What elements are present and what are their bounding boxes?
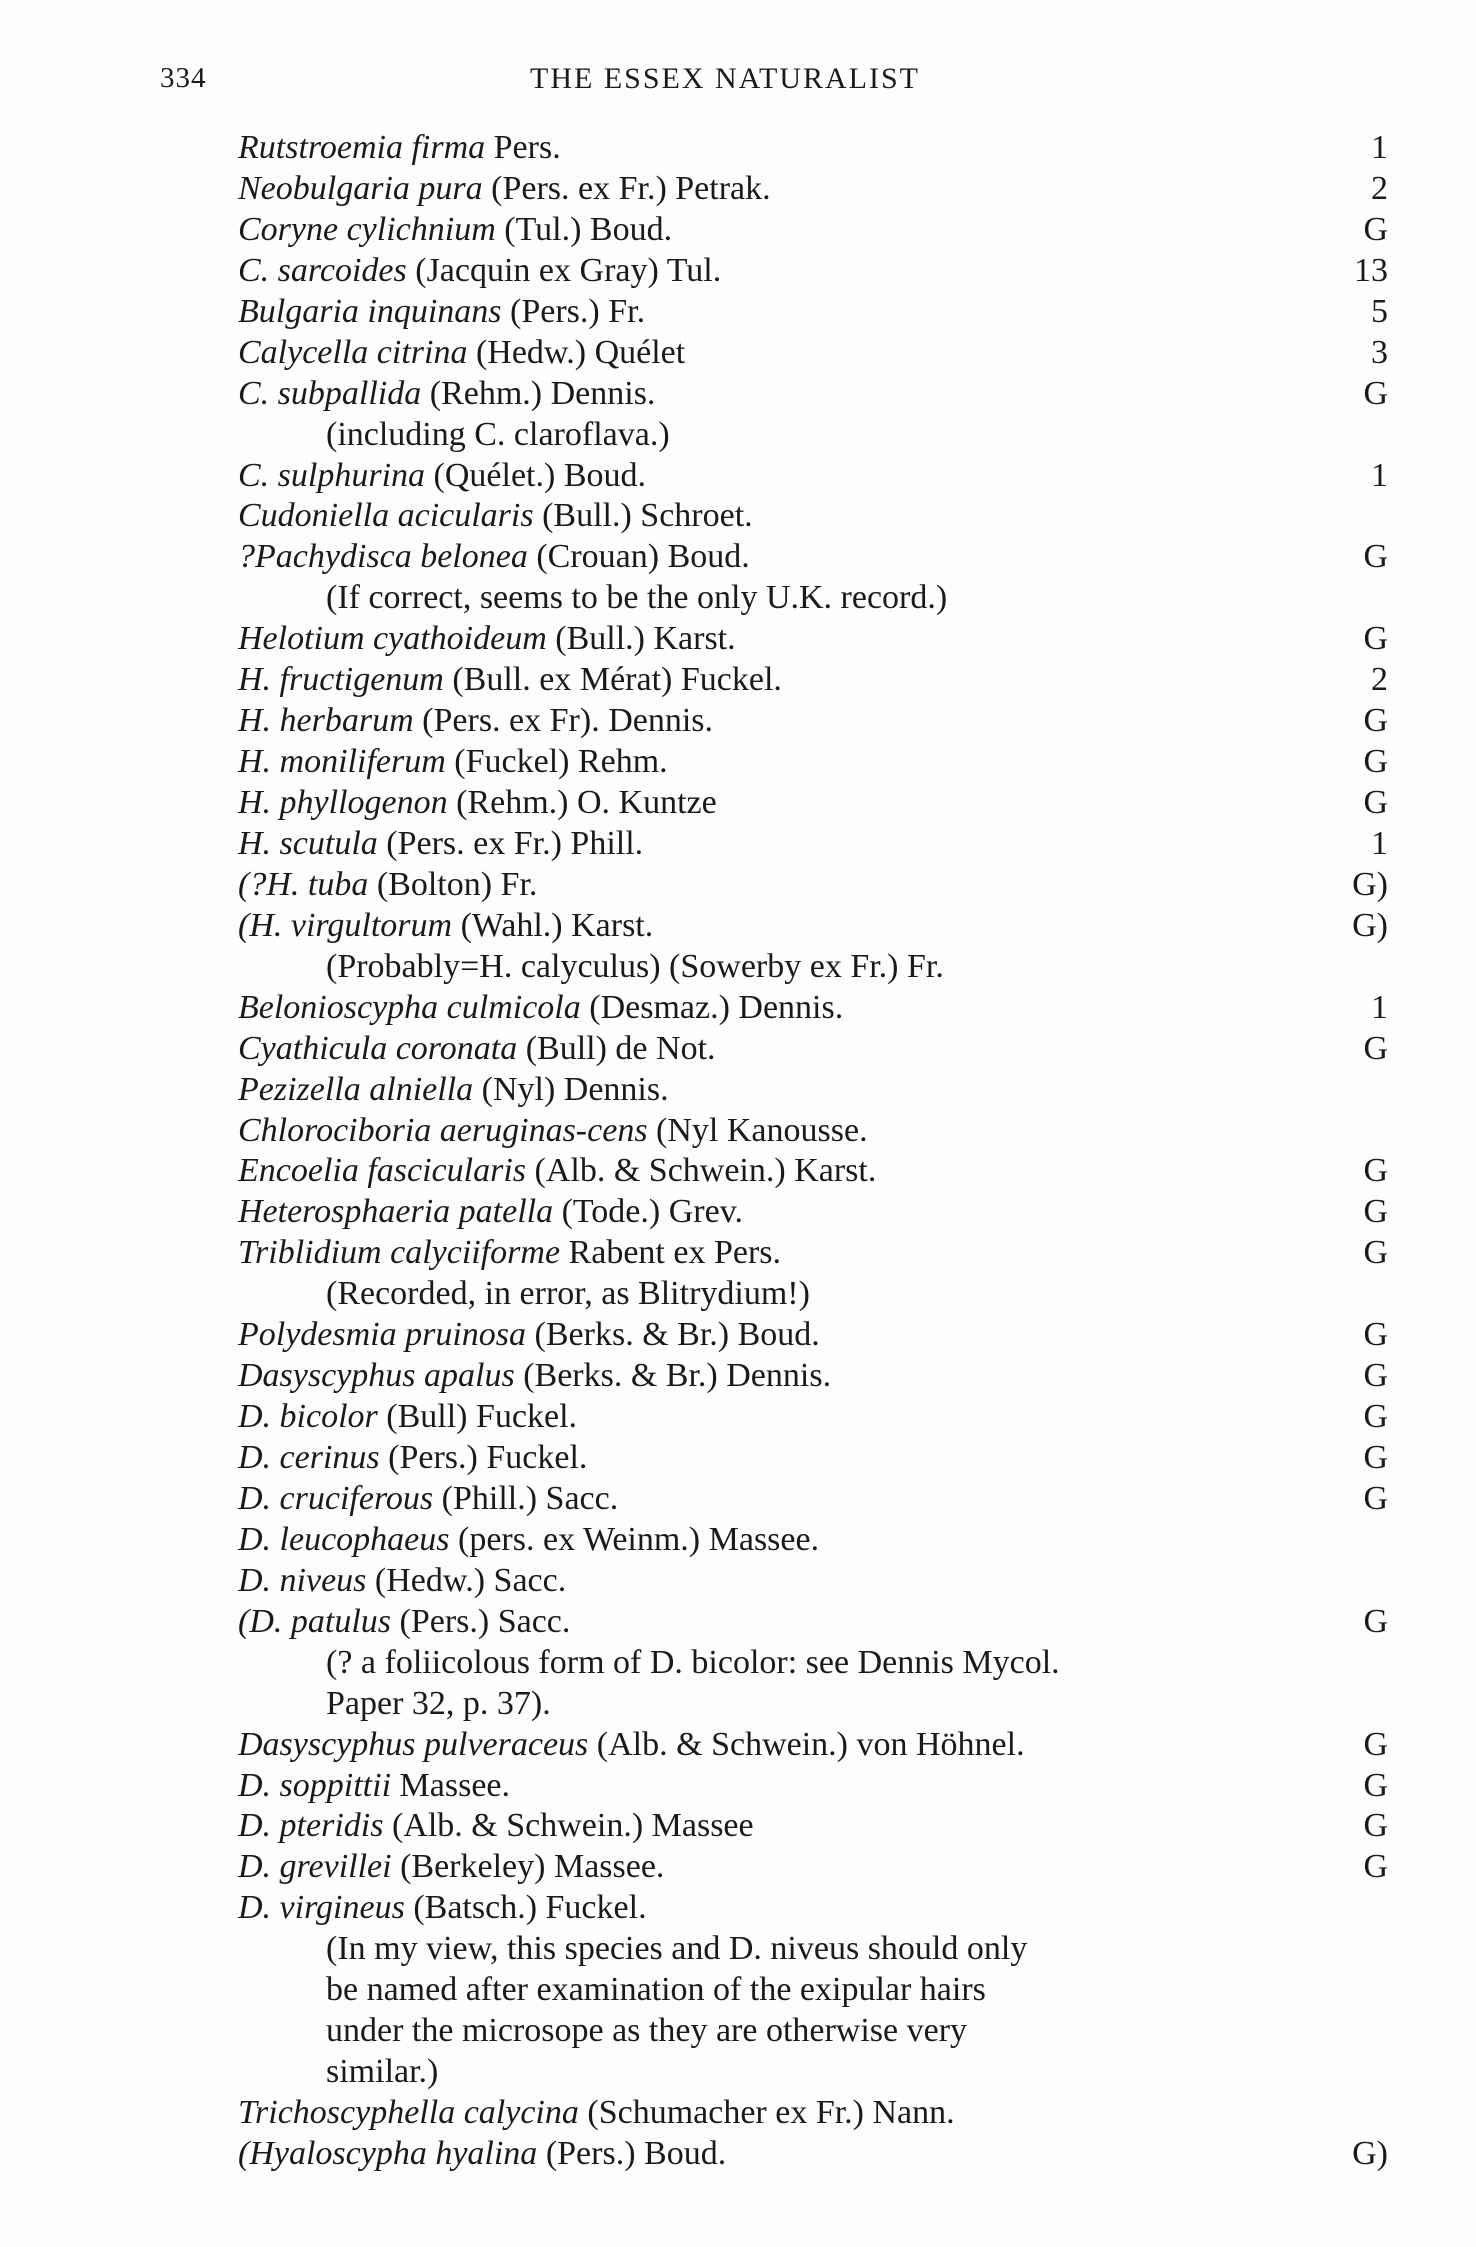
species-name: H. scutula [238, 824, 378, 862]
note-text: be named after examination of the exipular hairs [326, 1971, 986, 2009]
species-author: (Alb. & Schwein.) von Höhnel. [588, 1725, 1025, 1763]
record-code: 1 [1371, 824, 1388, 862]
note-line [238, 2052, 1388, 2093]
note-text: (Recorded, in error, as Blitrydium!) [326, 1275, 810, 1313]
record-code: 1 [1371, 456, 1388, 494]
note-text: (Probably=H. calyculus) (Sowerby ex Fr.) Fr. [326, 947, 944, 985]
species-author: (Alb. & Schwein.) Karst. [526, 1152, 877, 1190]
species-name: D. virgineus [238, 1889, 405, 1927]
species-entry [238, 2093, 1388, 2134]
species-name: H. moniliferum [238, 743, 446, 781]
species-entry [238, 333, 1388, 374]
species-name: Pezizella alniella [238, 1070, 474, 1108]
record-code: G [1363, 784, 1388, 821]
species-entry [238, 374, 1388, 415]
species-name: Dasyscyphus pulveraceus [238, 1725, 589, 1763]
species-name: Belonioscypha culmicola [238, 988, 581, 1026]
species-author: (Nyl Kanousse. [647, 1111, 868, 1149]
species-author: (Batsch.) Fuckel. [404, 1889, 647, 1927]
species-entry [238, 1151, 1388, 1192]
record-code: G [1363, 538, 1388, 576]
species-author: (Alb. & Schwein.) Massee [383, 1807, 754, 1845]
species-author: (Pers. ex Fr.) Phill. [377, 824, 644, 862]
species-name: D. niveus [238, 1561, 367, 1599]
species-author: (Hedw.) Sacc. [366, 1561, 567, 1599]
species-author: Massee. [391, 1766, 510, 1804]
species-name: Encoelia fascicularis [238, 1152, 527, 1190]
species-entry [238, 496, 1388, 537]
record-code: 1 [1371, 129, 1388, 166]
species-entry [238, 1766, 1388, 1807]
record-code: G [1363, 743, 1388, 781]
species-entry [238, 292, 1388, 333]
species-entry [238, 1356, 1388, 1397]
record-code: G [1363, 1807, 1388, 1845]
record-code: G [1363, 620, 1388, 658]
note-text: similar.) [326, 2053, 439, 2091]
record-code: G [1363, 1398, 1388, 1436]
species-name: Heterosphaeria patella [238, 1193, 554, 1231]
species-name: Calycella citrina [238, 333, 468, 371]
note-line [238, 578, 1388, 619]
species-name: D. bicolor [238, 1398, 378, 1436]
species-entry [238, 865, 1388, 906]
species-author: (Pers. ex Fr.) Petrak. [482, 169, 771, 207]
species-author: (Rehm.) Dennis. [421, 374, 656, 412]
species-author: (Phill.) Sacc. [433, 1479, 619, 1517]
record-code: G [1363, 1479, 1388, 1517]
species-name: H. fructigenum [238, 661, 444, 699]
record-code: G [1363, 1602, 1388, 1640]
record-code: G [1363, 374, 1388, 412]
note-line [238, 1643, 1388, 1684]
species-author: (Schumacher ex Fr.) Nann. [578, 2094, 955, 2131]
species-author: (Bull) de Not. [517, 1029, 716, 1067]
species-name: (?H. tuba [238, 865, 369, 903]
record-code: G [1363, 1357, 1388, 1395]
record-code: 1 [1371, 988, 1388, 1026]
species-name: Trichoscyphella calycina [238, 2094, 579, 2131]
note-line [238, 1970, 1388, 2011]
species-name: (H. virgultorum [238, 906, 453, 944]
species-entry [238, 1602, 1388, 1643]
note-line [238, 415, 1388, 456]
note-text: Paper 32, p. 37). [326, 1684, 551, 1722]
species-author: (Nyl) Dennis. [473, 1070, 669, 1108]
note-text: (In my view, this species and D. niveus should only [326, 1930, 1028, 1968]
species-author: (Berks. & Br.) Dennis. [514, 1357, 832, 1395]
running-title: THE ESSEX NATURALIST [530, 62, 920, 95]
record-code: G [1363, 1152, 1388, 1190]
species-name: (D. patulus [238, 1602, 391, 1640]
species-name: Chlorociboria aeruginas-cens [238, 1111, 648, 1149]
record-code: 13 [1354, 251, 1388, 289]
species-name: D. leucophaeus [238, 1520, 450, 1558]
note-text: under the microsope as they are otherwise very [326, 2012, 968, 2050]
species-entry [238, 251, 1388, 292]
species-author: (Pers.) Boud. [537, 2134, 727, 2172]
note-text: (? a foliicolous form of D. bicolor: see Dennis Mycol. [326, 1643, 1060, 1681]
species-name: C. sarcoides [238, 251, 407, 289]
species-entry [238, 824, 1388, 865]
species-entry [238, 1479, 1388, 1520]
species-entry [238, 1029, 1388, 1070]
species-name: Coryne cylichnium [238, 210, 496, 248]
species-author: (Pers.) Fr. [501, 292, 646, 330]
species-name: C. subpallida [238, 374, 422, 412]
species-author: (Berkeley) Massee. [391, 1848, 665, 1886]
species-author: (Bull.) Karst. [546, 620, 736, 658]
species-author: (Berks. & Br.) Boud. [526, 1316, 820, 1354]
record-code: 2 [1371, 661, 1388, 699]
record-code: G) [1352, 865, 1388, 903]
record-code: G [1363, 1439, 1388, 1476]
species-author: (pers. ex Weinm.) Massee. [449, 1520, 820, 1558]
species-name: H. herbarum [238, 702, 414, 740]
record-code: G) [1352, 2134, 1388, 2172]
species-name: Bulgaria inquinans [238, 292, 502, 330]
species-entry [238, 1561, 1388, 1602]
species-name: Triblidium calyciiforme [238, 1234, 561, 1272]
species-name: Cyathicula coronata [238, 1029, 518, 1067]
species-name: Cudoniella acicularis [238, 497, 534, 535]
species-entry [238, 1725, 1388, 1766]
note-text: (If correct, seems to be the only U.K. record.) [326, 579, 948, 617]
species-name: D. cerinus [238, 1439, 380, 1476]
species-name: Neobulgaria pura [238, 169, 483, 207]
species-author: (Quélet.) Boud. [425, 456, 646, 494]
note-line [238, 947, 1388, 988]
species-entry [238, 1806, 1388, 1847]
species-name: C. sulphurina [238, 456, 426, 494]
species-name: (Hyaloscypha hyalina [238, 2134, 538, 2172]
note-line [238, 2011, 1388, 2052]
species-entry [238, 1520, 1388, 1561]
species-author: (Bull. ex Mérat) Fuckel. [443, 661, 782, 699]
species-name: D. cruciferous [238, 1479, 434, 1517]
species-name: Rutstroemia firma [238, 129, 486, 166]
species-name: D. grevillei [238, 1848, 392, 1886]
record-code: 3 [1371, 333, 1388, 371]
species-entry [238, 537, 1388, 578]
species-entry [238, 2134, 1388, 2175]
species-entry [238, 742, 1388, 783]
species-author: (Wahl.) Karst. [452, 906, 654, 944]
species-author: Rabent ex Pers. [560, 1234, 781, 1272]
record-code: G [1363, 210, 1388, 248]
species-author: (Pers.) Fuckel. [379, 1439, 588, 1476]
species-author: (Bull.) Schroet. [533, 497, 753, 535]
running-header [160, 62, 1360, 106]
note-line [238, 1684, 1388, 1725]
species-name: Dasyscyphus apalus [238, 1357, 515, 1395]
species-entry [238, 660, 1388, 701]
record-code: 5 [1371, 292, 1388, 330]
record-code: G [1363, 1725, 1388, 1763]
species-author: (Pers.) Sacc. [391, 1602, 571, 1640]
species-entry [238, 1847, 1388, 1888]
note-text: (including C. claroflava.) [326, 415, 670, 453]
record-code: 2 [1371, 169, 1388, 207]
species-entry [238, 1070, 1388, 1111]
species-list [238, 128, 1388, 2175]
species-author: (Tul.) Boud. [495, 210, 673, 248]
species-entry [238, 1397, 1388, 1438]
species-author: (Fuckel) Rehm. [445, 743, 668, 781]
note-line [238, 1929, 1388, 1970]
record-code: G [1363, 702, 1388, 740]
species-entry [238, 1233, 1388, 1274]
species-author: (Desmaz.) Dennis. [580, 988, 844, 1026]
species-entry [238, 988, 1388, 1029]
species-author: (Bolton) Fr. [368, 865, 538, 903]
record-code: G [1363, 1316, 1388, 1354]
species-author: (Jacquin ex Gray) Tul. [406, 251, 722, 289]
species-name: H. phyllogenon [238, 784, 448, 821]
species-name: ?Pachydisca belonea [238, 538, 528, 576]
record-code: G) [1352, 906, 1388, 944]
species-author: (Pers. ex Fr). Dennis. [413, 702, 714, 740]
species-entry [238, 1315, 1388, 1356]
species-name: Polydesmia pruinosa [238, 1316, 527, 1354]
species-entry [238, 619, 1388, 660]
species-entry [238, 783, 1388, 824]
species-entry [238, 456, 1388, 497]
species-name: Helotium cyathoideum [238, 620, 547, 658]
species-author: (Tode.) Grev. [553, 1193, 743, 1231]
species-entry [238, 701, 1388, 742]
species-entry [238, 128, 1388, 169]
species-author: Pers. [485, 129, 561, 166]
record-code: G [1363, 1848, 1388, 1886]
species-author: (Bull) Fuckel. [377, 1398, 578, 1436]
record-code: G [1363, 1193, 1388, 1231]
record-code: G [1363, 1029, 1388, 1067]
species-entry [238, 1111, 1388, 1152]
species-entry [238, 1888, 1388, 1929]
species-entry [238, 210, 1388, 251]
species-entry [238, 169, 1388, 210]
species-entry [238, 1192, 1388, 1233]
species-name: D. soppittii [238, 1766, 392, 1804]
species-author: (Hedw.) Quélet [467, 333, 686, 371]
note-line [238, 1274, 1388, 1315]
record-code: G [1363, 1766, 1388, 1804]
record-code: G [1363, 1234, 1388, 1272]
species-author: (Crouan) Boud. [527, 538, 750, 576]
species-name: D. pteridis [238, 1807, 384, 1845]
species-entry [238, 906, 1388, 947]
page-number: 334 [160, 62, 207, 94]
species-author: (Rehm.) O. Kuntze [447, 784, 717, 821]
species-entry [238, 1438, 1388, 1479]
